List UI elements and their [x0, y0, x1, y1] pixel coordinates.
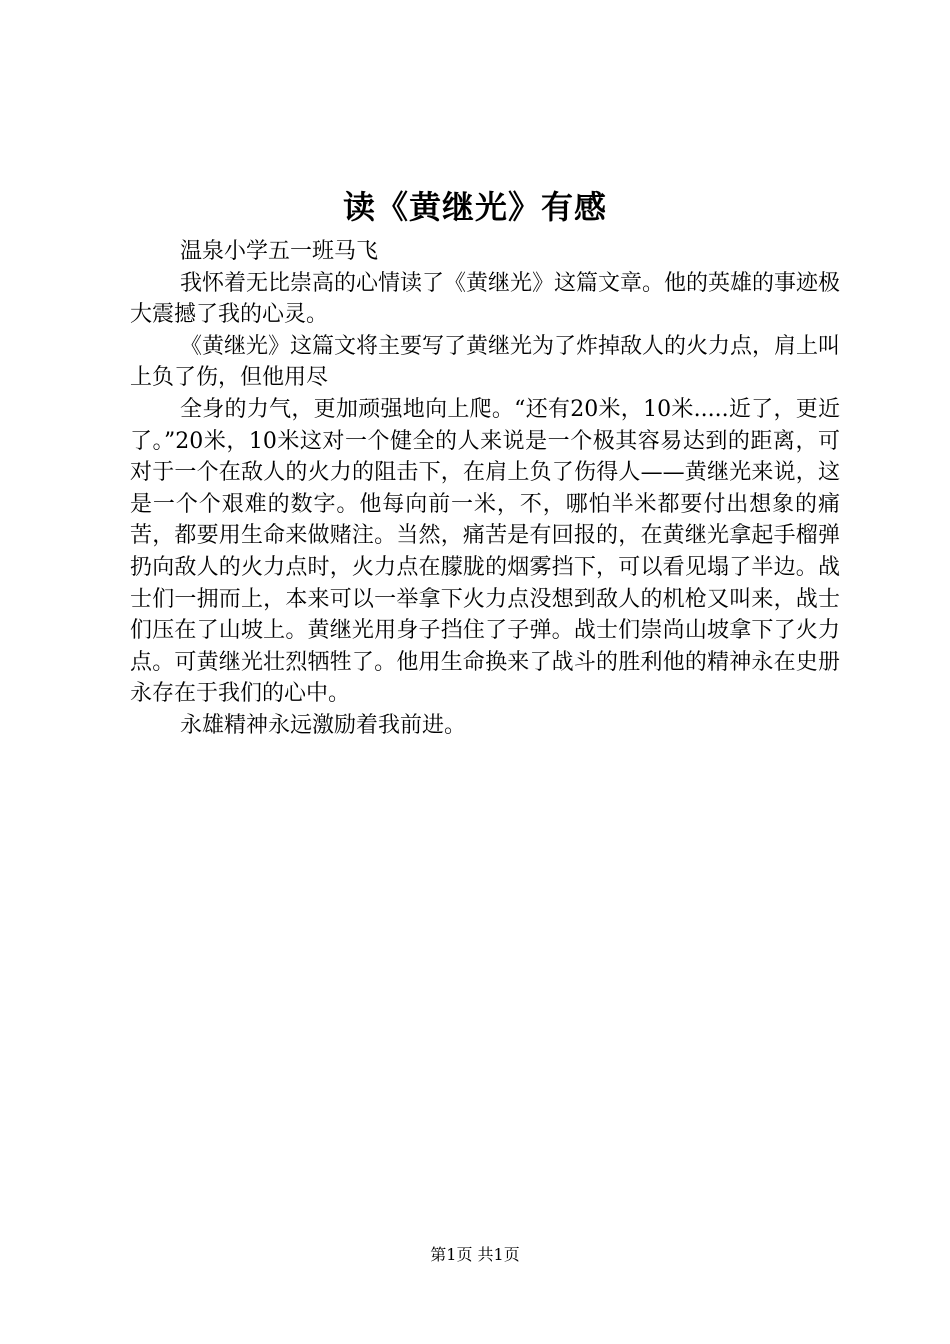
paragraph-4: 永雄精神永远激励着我前进。: [180, 712, 467, 738]
author-line: 温泉小学五一班马飞: [180, 239, 379, 264]
paragraph-3: 全身的力气，更加顽强地向上爬。“还有20米，10米.....近了，更近了。”20米，10米这对一个健全的人来说是一个极其容易达到的距离，可对于一个在敌人的火力的阻击下，在肩上负了伤得人——黄继光来说，这是一个个艰难的数字。他每向前一米，不，哪怕半米都要付出想象的痛苦，都要用生命来做赌注。当然，痛苦是有回报的，在黄继光拿起手榴弹扔向敌人的火力点时，火力点在朦胧的烟雾挡下，可以看见塌了半边。战士们一拥而上，本来可以一举拿下火力点没想到敌人的机枪又叫来，战士们压在了山坡上。黄继光用身子挡住了子弹。战士们崇尚山坡拿下了火力点。可黄继光壮烈牺牲了。他用生命换来了战斗的胜利他的精神永在史册永存在于我们的心中。: [130, 396, 840, 707]
document-title: 读《黄继光》有感: [342, 188, 607, 226]
document-body: [130, 236, 840, 742]
page-footer: 第1页 共1页: [430, 1245, 520, 1264]
paragraph-2: 《黄继光》这篇文将主要写了黄继光为了炸掉敌人的火力点，肩上叫上负了伤，但他用尽: [130, 333, 841, 391]
paragraph-1: 我怀着无比崇高的心情读了《黄继光》这篇文章。他的英雄的事迹极大震撼了我的心灵。: [130, 270, 841, 328]
